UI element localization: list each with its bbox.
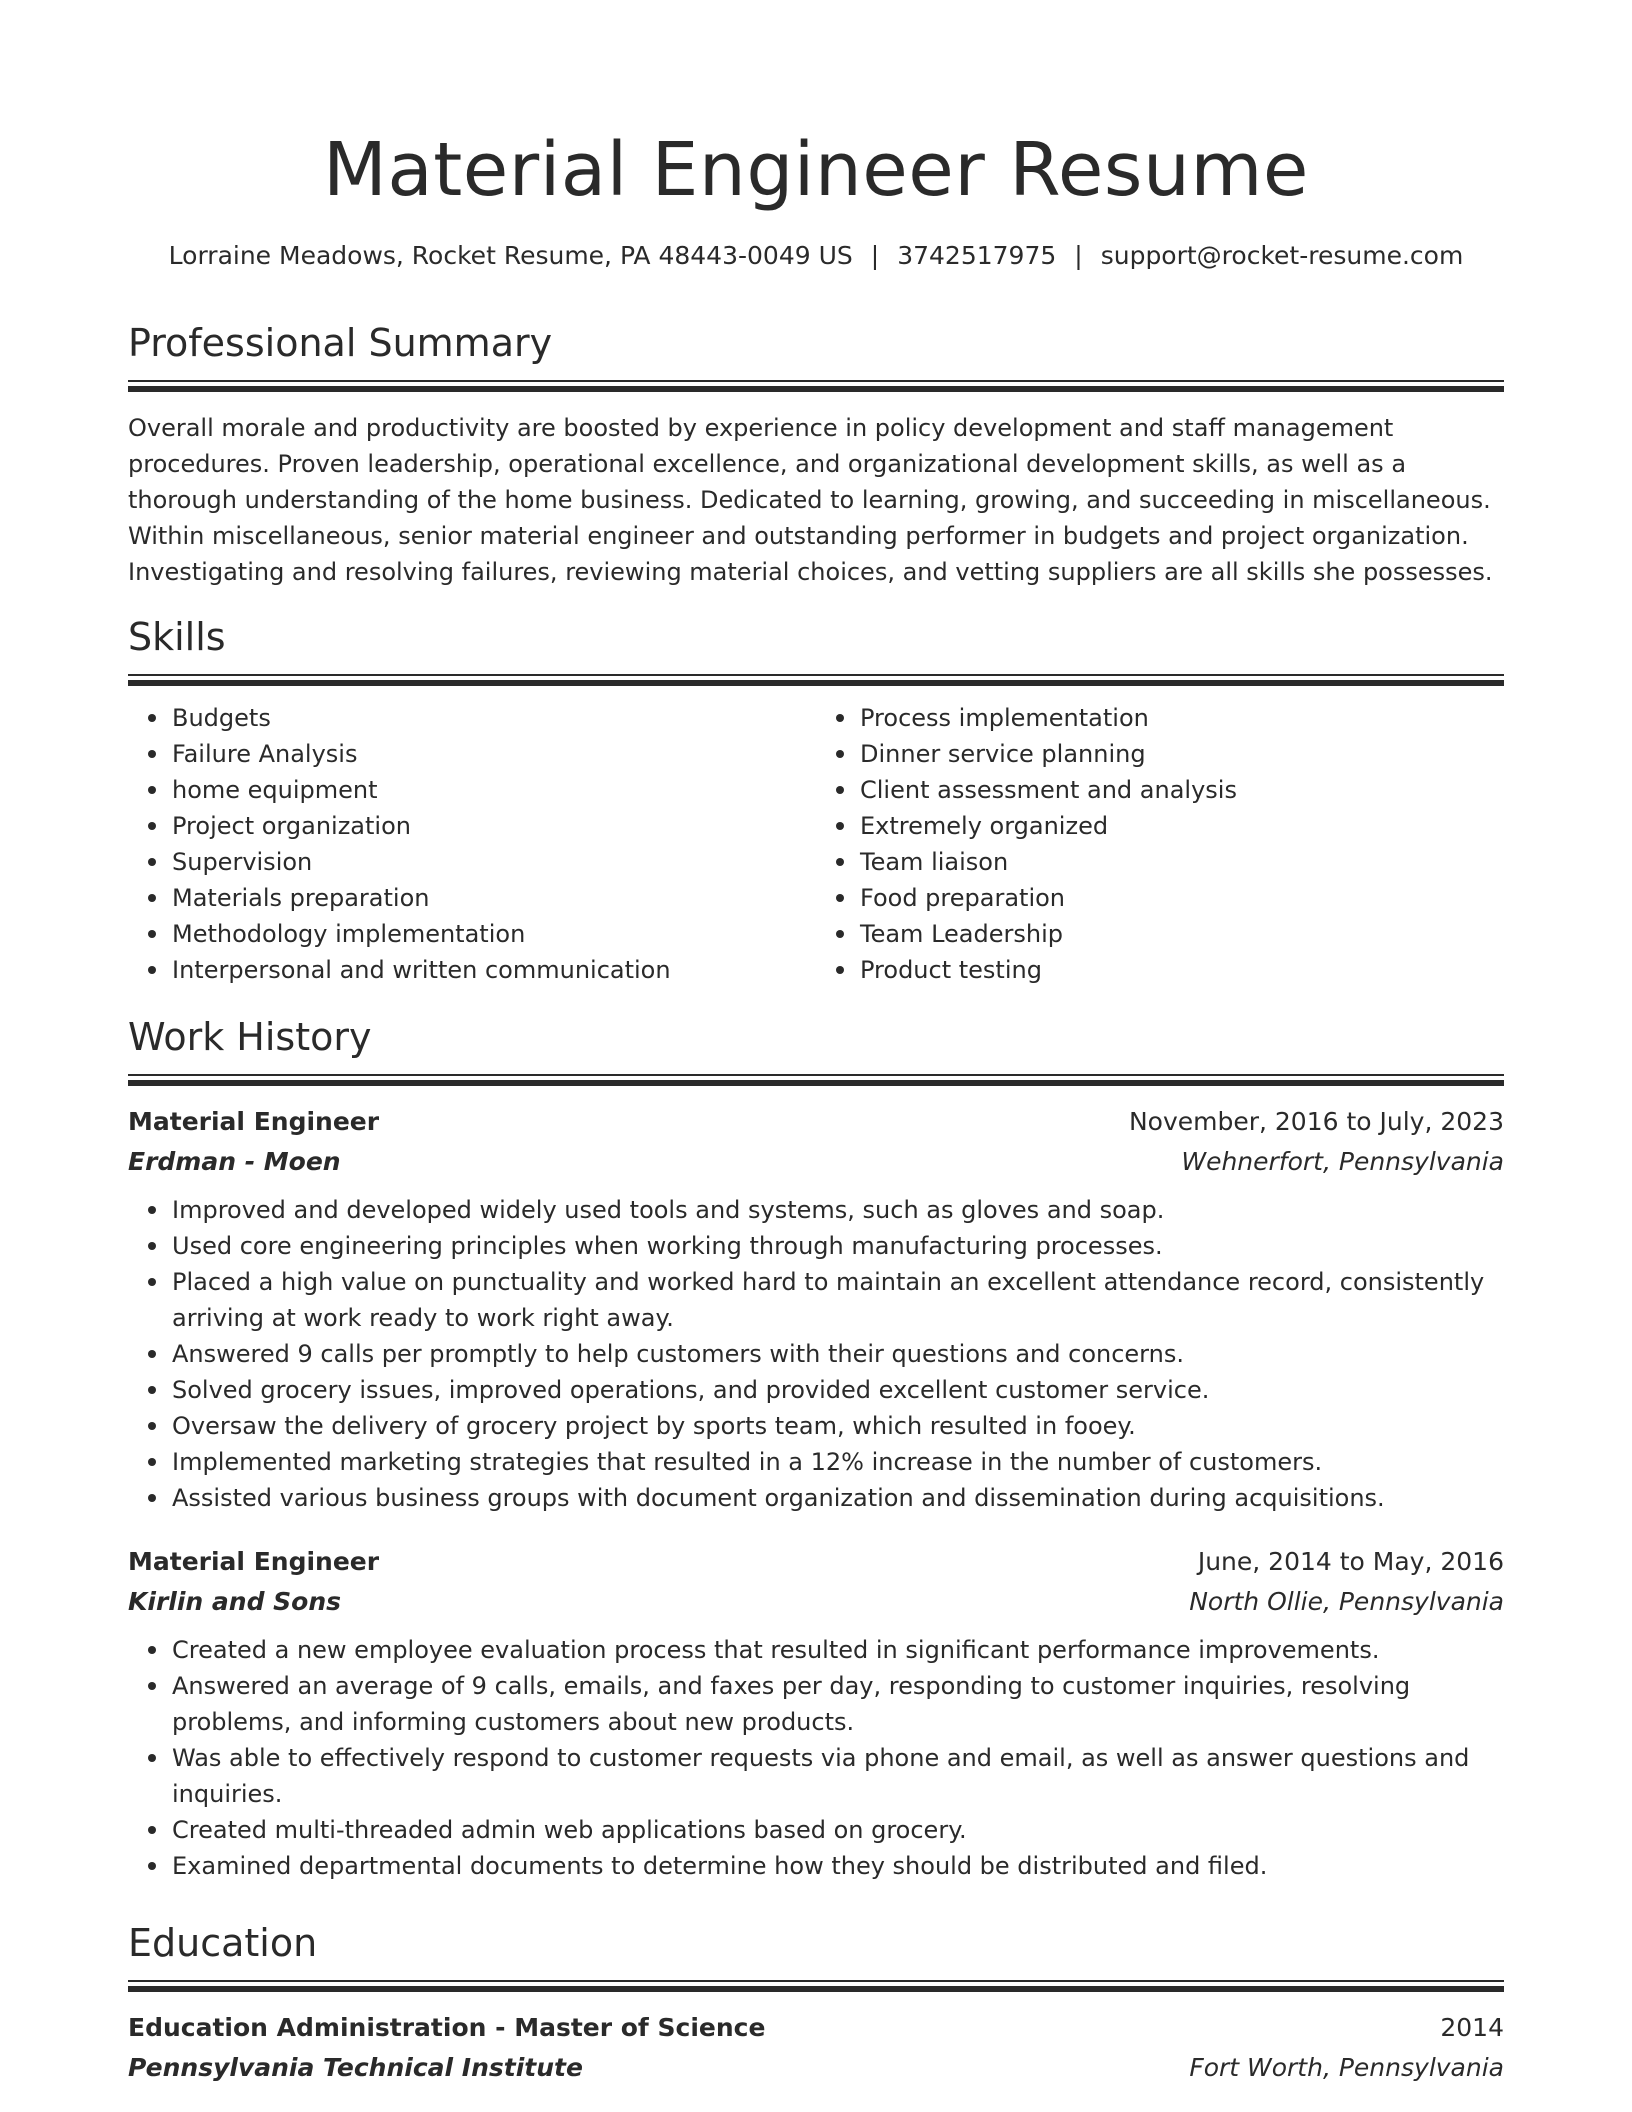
skill-item: Team liaison [860, 844, 1504, 880]
job-bullet: Used core engineering principles when working through manufacturing processes. [172, 1228, 1504, 1264]
job-entry [128, 1102, 1504, 1516]
skills-right-list [816, 700, 1504, 988]
skills-section [128, 612, 1504, 988]
skill-item: Budgets [172, 700, 816, 736]
job-bullets [128, 1632, 1504, 1884]
job-dates: November, 2016 to July, 2023 [1128, 1107, 1504, 1136]
section-divider [128, 1074, 1504, 1086]
summary-text: Overall morale and productivity are boosted by experience in policy development and staff management procedures. Proven leadership, operational excellence, and organizational development skills, as well as a thorough understanding of the home business. Dedicated to learning, growing, and succeeding in miscellaneous. Within miscellaneous, senior material engineer and outstanding performer in budgets and project organization. Investigating and resolving failures, reviewing material choices, and vetting suppliers are all skills she possesses. [128, 414, 1493, 586]
contact-separator: | [1074, 241, 1083, 270]
job-bullet: Implemented marketing strategies that resulted in a 12% increase in the number of customers. [172, 1444, 1504, 1480]
skills-columns [128, 700, 1504, 988]
job-company: Erdman - Moen [128, 1147, 341, 1176]
work-history-section [128, 1012, 1504, 1884]
skills-left-list [128, 700, 816, 988]
job-bullet: Examined departmental documents to determine how they should be distributed and filed. [172, 1848, 1504, 1884]
job-title: Material Engineer [128, 1107, 380, 1136]
skill-item: Interpersonal and written communication [172, 952, 816, 988]
skill-item: Extremely organized [860, 808, 1504, 844]
education-school: Pennsylvania Technical Institute [128, 2053, 583, 2082]
job-bullet: Assisted various business groups with document organization and dissemination during acquisitions. [172, 1480, 1504, 1516]
contact-separator: | [870, 241, 880, 270]
job-bullet: Placed a high value on punctuality and worked hard to maintain an excellent attendance record, consistently arriving at work ready to work right away. [172, 1264, 1504, 1336]
summary-heading: Professional Summary [128, 321, 553, 365]
skill-item: Methodology implementation [172, 916, 816, 952]
skill-item: Food preparation [860, 880, 1504, 916]
job-title: Material Engineer [128, 1547, 380, 1576]
skill-item: Dinner service planning [860, 736, 1504, 772]
section-divider [128, 1980, 1504, 1992]
job-bullet: Improved and developed widely used tools and systems, such as gloves and soap. [172, 1192, 1504, 1228]
job-bullets [128, 1192, 1504, 1516]
contact-line [128, 240, 1504, 272]
job-bullet: Answered an average of 9 calls, emails, and faxes per day, responding to customer inquiries, resolving problems, and informing customers about new products. [172, 1668, 1504, 1740]
resume-title: Material Engineer Resume [323, 127, 1309, 213]
education-location: Fort Worth, Pennsylvania [1189, 2053, 1504, 2082]
job-bullet: Solved grocery issues, improved operations, and provided excellent customer service. [172, 1372, 1504, 1408]
contact-address: Lorraine Meadows, Rocket Resume, PA 48443-0049 US [168, 241, 853, 270]
skills-heading: Skills [128, 615, 226, 659]
skill-item: Supervision [172, 844, 816, 880]
skill-item: Product testing [860, 952, 1504, 988]
skill-item: Failure Analysis [172, 736, 816, 772]
education-section [128, 1918, 1504, 2088]
job-company: Kirlin and Sons [128, 1587, 342, 1616]
work-history-heading: Work History [128, 1015, 372, 1059]
skill-item: Client assessment and analysis [860, 772, 1504, 808]
skill-item: Process implementation [860, 700, 1504, 736]
job-bullet: Oversaw the delivery of grocery project by sports team, which resulted in fooey. [172, 1408, 1504, 1444]
education-entry [128, 2008, 1504, 2088]
job-location: Wehnerfort, Pennsylvania [1181, 1147, 1504, 1176]
section-divider [128, 380, 1504, 392]
job-entry [128, 1542, 1504, 1884]
skill-item: Materials preparation [172, 880, 816, 916]
summary-section [128, 318, 1504, 590]
job-bullet: Answered 9 calls per promptly to help customers with their questions and concerns. [172, 1336, 1504, 1372]
job-dates: June, 2014 to May, 2016 [1197, 1547, 1504, 1576]
job-bullet: Created a new employee evaluation process that resulted in significant performance improvements. [172, 1632, 1504, 1668]
education-degree: Education Administration - Master of Science [128, 2013, 766, 2042]
skill-item: Team Leadership [860, 916, 1504, 952]
skill-item: home equipment [172, 772, 816, 808]
job-bullet: Created multi-threaded admin web applications based on grocery. [172, 1812, 1504, 1848]
education-heading: Education [128, 1921, 318, 1965]
skill-item: Project organization [172, 808, 816, 844]
education-year: 2014 [1440, 2013, 1504, 2042]
job-location: North Ollie, Pennsylvania [1189, 1587, 1504, 1616]
contact-phone: 3742517975 [897, 241, 1057, 270]
job-bullet: Was able to effectively respond to customer requests via phone and email, as well as answer questions and inquiries. [172, 1740, 1504, 1812]
contact-email: support@rocket-resume.com [1100, 241, 1464, 270]
section-divider [128, 674, 1504, 686]
